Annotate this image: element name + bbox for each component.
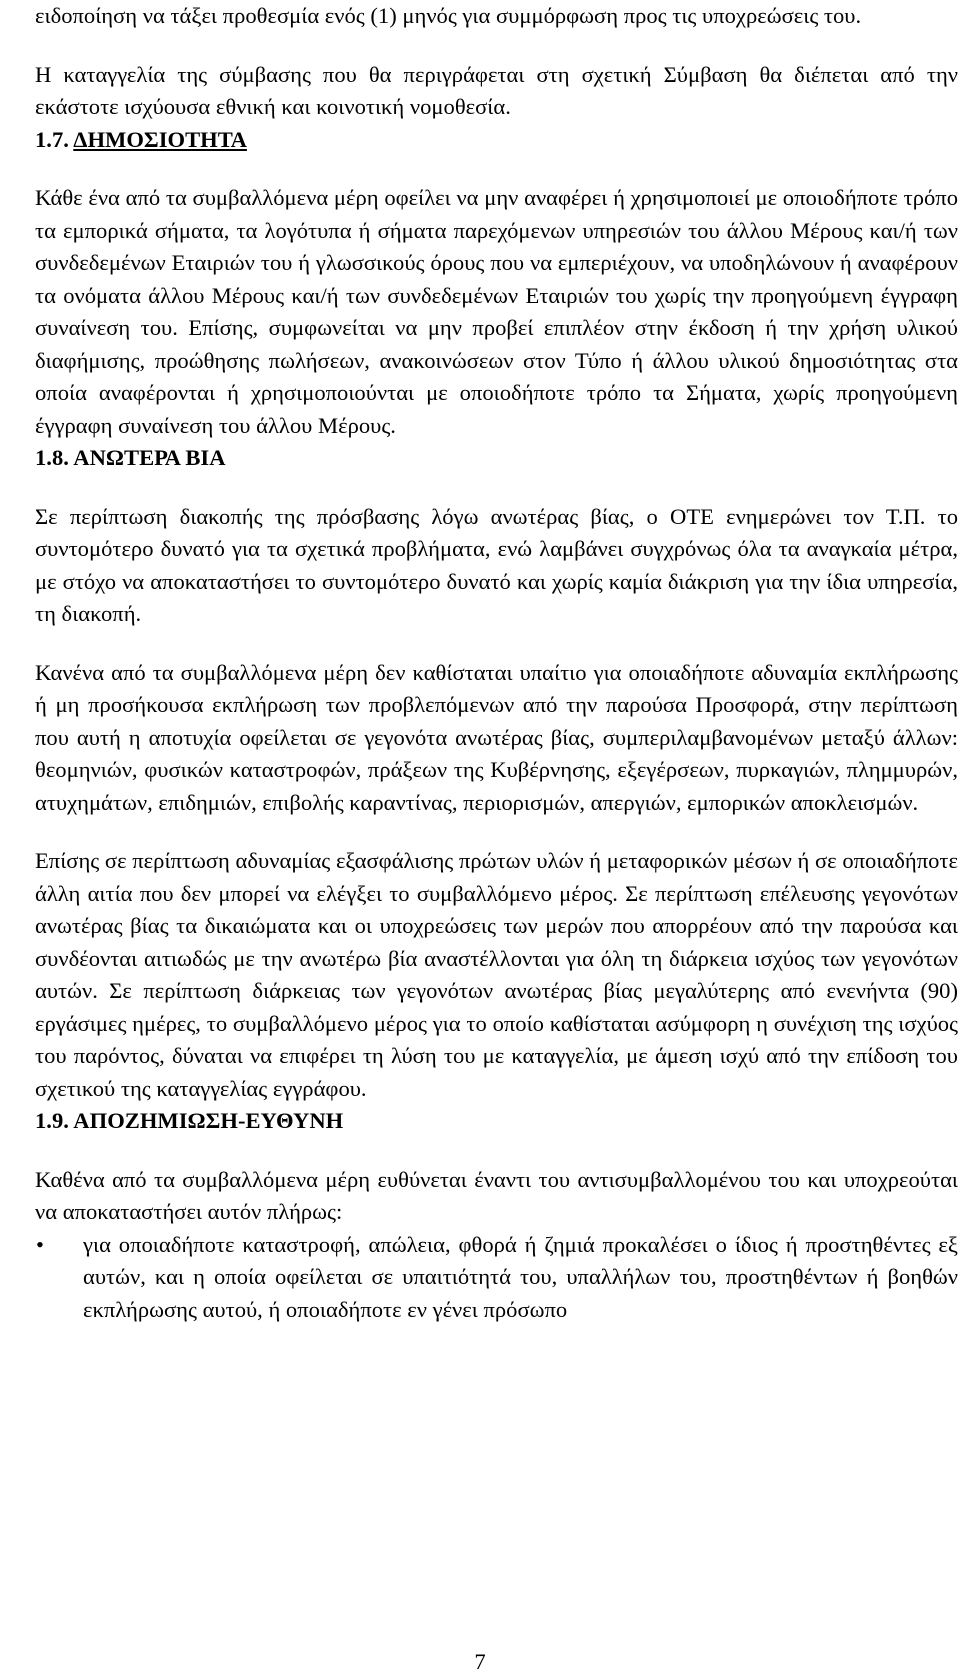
- paragraph-termination-law: Η καταγγελία της σύμβασης που θα περιγράφεται στη σχετική Σύμβαση θα διέπεται από την εκάστοτε ισχύουσα εθνική και κοινοτική νομοθεσία.: [35, 61, 958, 119]
- paragraph-publicity: Κάθε ένα από τα συμβαλλόμενα μέρη οφείλει να μην αναφέρει ή χρησιμοποιεί με οποιοδήποτε τρόπο τα εμπορικά σήματα, τα λογότυπα ή σήματα παρεχόμενων υπηρεσιών του άλλου Μέρους και/ή των συνδεδεμένων Εταιριών του ή γλωσσικούς όρους που να εμπεριέχουν, να υποδηλώνουν ή αναφέρουν τα ονόματα άλλου Μέρους και/ή των συνδεδεμένων Εταιριών του χωρίς την προηγούμενη έγγραφη συναίνεση του. Επίσης, συμφωνείται να μην προβεί επιπλέον στην έκδοση ή την χρήση υλικού διαφήμισης, προώθησης πωλήσεων, ανακοινώσεων στον Τύπο ή άλλου υλικού δημοσιότητας στα οποία αναφέρονται ή χρησιμοποιούνται με οποιοδήποτε τρόπο τα Σήματα, χωρίς προηγούμενη έγγραφη συναίνεση του άλλου Μέρους.: [35, 185, 958, 438]
- section-heading-compensation: [35, 1105, 958, 1138]
- bullet-icon: •: [36, 1231, 44, 1257]
- section-number: 1.8.: [35, 445, 69, 470]
- paragraph-compensation: Καθένα από τα συμβαλλόμενα μέρη ευθύνεται έναντι του αντισυμβαλλομένου του και υποχρεούται να αποκαταστήσει αυτόν πλήρως:: [35, 1166, 958, 1224]
- compensation-bullet-list: [36, 1229, 958, 1327]
- list-item: [36, 1229, 958, 1327]
- paragraph-notice-deadline: ειδοποίηση να τάξει προθεσμία ενός (1) μηνός για συμμόρφωση προς τις υποχρεώσεις του.: [35, 3, 862, 28]
- section-heading-force-majeure: [35, 442, 958, 475]
- bullet-text: για οποιαδήποτε καταστροφή, απώλεια, φθορά ή ζημιά προκαλέσει ο ίδιος ή προστηθέντες εξ αυτών, και η οποία οφείλεται σε υπαιτιότητά του, υπαλλήλων του, προστηθέντων ή βοηθών εκπλήρωσης αυτού, ή οποιαδήποτε εν γένει πρόσωπο: [83, 1231, 958, 1322]
- section-title: ΑΠΟΖΗΜΙΩΣΗ-ΕΥΘΥΝΗ: [73, 1108, 344, 1133]
- paragraph-force-majeure-liability: Κανένα από τα συμβαλλόμενα μέρη δεν καθίσταται υπαίτιο για οποιαδήποτε αδυναμία εκπλήρωσης ή μη προσήκουσα εκπλήρωση των προβλεπόμενων από την παρούσα Προσφορά, στην περίπτωση που αυτή η αποτυχία οφείλεται σε γεγονότα ανωτέρας βίας, συμπεριλαμβανομένων μεταξύ άλλων: θεομηνιών, φυσικών καταστροφών, πράξεων της Κυβέρνησης, εξεγέρσεων, πυρκαγιών, πλημμυρών, ατυχημάτων, επιδημιών, επιβολής καραντίνας, περιορισμών, απεργιών, εμπορικών αποκλεισμών.: [35, 659, 958, 815]
- section-title: ΑΝΩΤΕΡΑ ΒΙΑ: [73, 445, 226, 470]
- page-content: [35, 0, 958, 1326]
- section-heading-publicity: [35, 124, 958, 157]
- section-number: 1.9.: [35, 1108, 69, 1133]
- section-number: 1.7.: [35, 126, 69, 152]
- section-title: ΔΗΜΟΣΙΟΤΗΤΑ: [73, 126, 247, 152]
- page-number: 7: [474, 1649, 486, 1674]
- paragraph-force-majeure-access: Σε περίπτωση διακοπής της πρόσβασης λόγω ανωτέρας βίας, ο ΟΤΕ ενημερώνει τον Τ.Π. το συντομότερο δυνατό για τα σχετικά προβλήματα, ενώ λαμβάνει συγχρόνως όλα τα αναγκαία μέτρα, με στόχο να αποκαταστήσει το συντομότερο δυνατό και χωρίς καμία διάκριση για την ίδια υπηρεσία, τη διακοπή.: [35, 503, 958, 626]
- paragraph-force-majeure-suspension: Επίσης σε περίπτωση αδυναμίας εξασφάλισης πρώτων υλών ή μεταφορικών μέσων ή σε οποιαδήποτε άλλη αιτία που δεν μπορεί να ελέγξει το συμβαλλόμενο μέρος. Σε περίπτωση επέλευσης γεγονότων ανωτέρας βίας τα δικαιώματα και οι υποχρεώσεις των μερών που απορρέουν από την παρούσα και συνδέονται αιτιωδώς με την ανωτέρω βία αναστέλλονται για όλη τη διάρκεια ισχύος των γεγονότων αυτών. Σε περίπτωση διάρκειας των γεγονότων ανωτέρας βίας μεγαλύτερης από ενενήντα (90) εργάσιμες ημέρες, το συμβαλλόμενο μέρος για το οποίο καθίσταται ασύμφορη η συνέχιση της ισχύος του παρόντος, δύναται να επιφέρει τη λύση του με καταγγελία, με άμεση ισχύ από την επίδοση του σχετικού της καταγγελίας εγγράφου.: [35, 848, 958, 1101]
